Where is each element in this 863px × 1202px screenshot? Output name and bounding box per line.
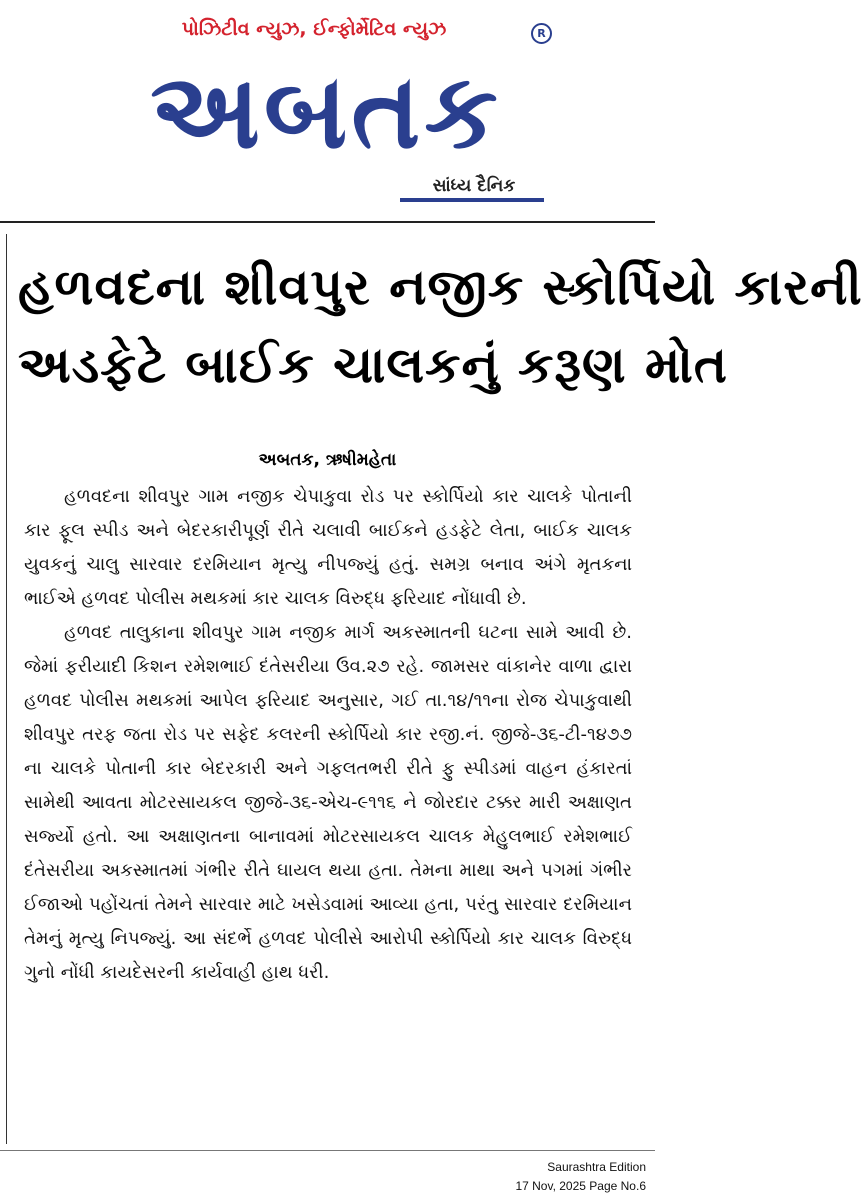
footer-divider (0, 1150, 655, 1151)
headline-line-1: હળવદના શીવપુર નજીક સ્કોર્પિયો કારની (18, 258, 863, 316)
article-body (24, 480, 632, 990)
masthead-subtitle: સાંધ્ય દૈનિક (432, 176, 516, 196)
article-headline (18, 248, 863, 404)
registered-mark-icon: R (531, 23, 552, 44)
masthead (0, 0, 655, 230)
edition-date-page: 17 Nov, 2025 Page No.6 (515, 1179, 646, 1193)
edition-info (515, 1158, 646, 1196)
column-rule (6, 234, 7, 1144)
article-paragraph: હળવદ તાલુકાના શીવપુર ગામ નજીક માર્ગ અકસ્માતની ઘટના સામે આવી છે. જેમાં ફરીયાદી કિશન રમેશભાઈ દંતેસરીયા ઉવ.૨૭ રહે. જામસર વાંકાનેર વાળા દ્વારા હળવદ પોલીસ મથકમાં આપેલ ફરિયાદ અનુસાર, ગઈ તા.૧૪/૧૧ના રોજ ચેપાકુવાથી શીવપુર તરફ જતા રોડ પર સફેદ કલરની સ્કોર્પિયો કાર રજી.નં. જીજે-૩૬-ટી-૧૪૭૭ ના ચાલકે પોતાની કાર બેદરકારી અને ગફલતભરી રીતે ફુ સ્પીડમાં વાહન હંકારતાં સામેથી આવતા મોટરસાયકલ જીજે-૩૬-એચ-૯૧૧૬ ને જોરદાર ટક્કર મારી અક્ષાણત સર્જ્યો હતો. આ અક્ષાણતના બાનાવમાં મોટરસાયકલ ચાલક મેહુલભાઈ રમેશભાઈ દંતેસરીયા અકસ્માતમાં ગંભીર રીતે ઘાયલ થયા હતા. તેમના માથા અને પગમાં ગંભીર ઈજાઓ પહોંચતાં તેમને સારવાર માટે ખસેડવામાં આવ્યા હતા, પરંતુ સારવાર દરમિયાન તેમનું મૃત્યુ નિપજ્યું. આ સંદર્ભે હળવદ પોલીસે આરોપી સ્કોર્પિયો કાર ચાલક વિરુદ્ધ ગુનો નોંધી કાયદેસરની કાર્યવાહી હાથ ધરી. (24, 622, 632, 983)
masthead-divider (0, 221, 655, 223)
logo-underline (400, 198, 544, 202)
edition-name: Saurashtra Edition (547, 1160, 646, 1174)
newspaper-logo: અબતક (150, 50, 502, 172)
masthead-tagline: પોઝિટીવ ન્યુઝ, ઈન્ફોર્મેટિવ ન્યુઝ (181, 18, 447, 40)
article-byline: અબતક, ઋષીમહેતા (258, 450, 397, 470)
article-paragraph: હળવદના શીવપુર ગામ નજીક ચેપાકુવા રોડ પર સ્કોર્પિયો કાર ચાલકે પોતાની કાર ફૂલ સ્પીડ અને બેદરકારીપૂર્ણ રીતે ચલાવી બાઈકને હડફેટે લેતા, બાઈક ચાલક યુવકનું ચાલુ સારવાર દરમિયાન મૃત્યુ નીપજ્યું હતું. સમગ્ર બનાવ અંગે મૃતકના ભાઈએ હળવદ પોલીસ મથકમાં કાર ચાલક વિરુદ્ધ ફરિયાદ નોંધાવી છે. (24, 486, 632, 609)
headline-line-2: અડફેટે બાઈક ચાલકનું કરૂણ મોત (18, 336, 728, 394)
